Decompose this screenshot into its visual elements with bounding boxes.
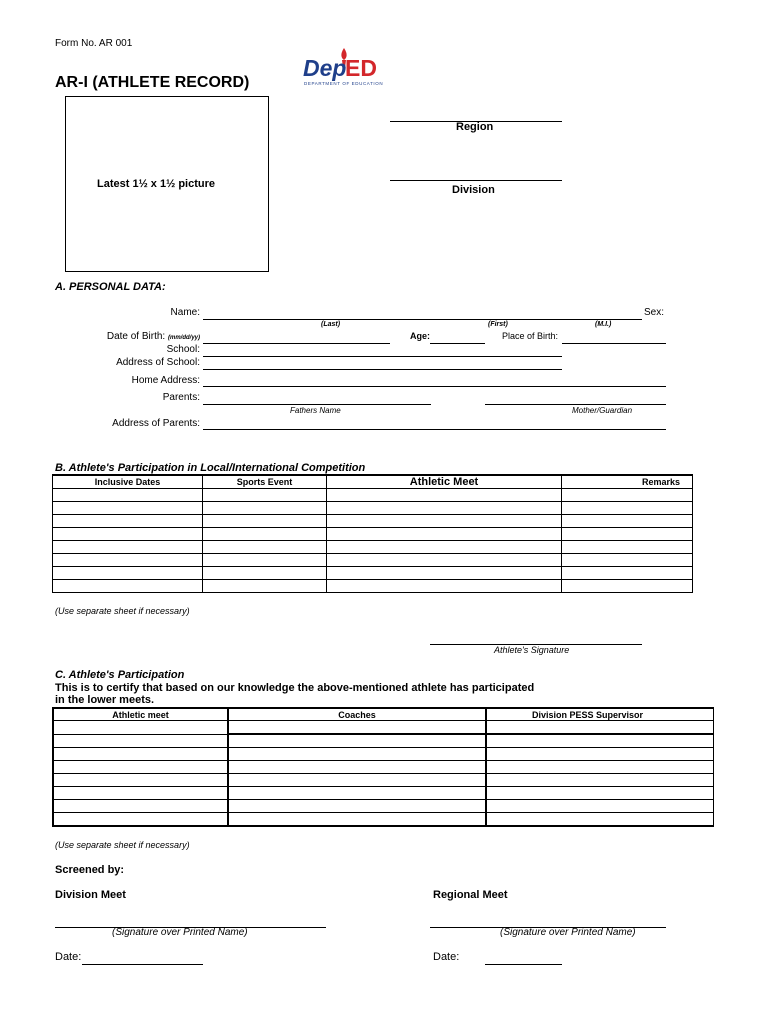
division-line[interactable] <box>390 180 562 181</box>
table-row[interactable] <box>53 787 713 800</box>
table-row[interactable] <box>53 528 693 541</box>
dob-label <box>107 331 200 342</box>
section-b-title: B. Athlete's Participation in Local/International Competition <box>55 462 366 474</box>
school-address-label: Address of School: <box>116 357 200 368</box>
sex-label: Sex: <box>644 307 665 318</box>
first-name-caption: (First) <box>488 321 508 328</box>
header-athletic-meet: Athletic Meet <box>327 475 562 489</box>
certification-line-2: in the lower meets. <box>55 694 155 706</box>
age-field[interactable] <box>430 343 485 344</box>
participation-table-wrap <box>52 707 668 841</box>
table-row[interactable] <box>53 761 713 774</box>
name-field[interactable] <box>203 319 642 320</box>
regional-signature-caption: (Signature over Printed Name) <box>500 927 636 938</box>
table-row[interactable] <box>53 800 713 813</box>
header-sports-event: Sports Event <box>203 475 327 489</box>
competition-table <box>52 474 693 593</box>
regional-meet-label: Regional Meet <box>433 889 508 901</box>
pob-field[interactable] <box>562 343 666 344</box>
parents-address-label: Address of Parents: <box>112 418 200 429</box>
table-row[interactable] <box>53 774 713 787</box>
mother-guardian-caption: Mother/Guardian <box>572 406 633 415</box>
section-c-title: C. Athlete's Participation <box>55 669 185 681</box>
pob-label: Place of Birth: <box>502 331 559 341</box>
picture-label: Latest 1½ x 1½ picture <box>97 178 215 190</box>
dob-format: (mm/dd/yy) <box>167 335 200 341</box>
division-date-label: Date: <box>55 951 82 963</box>
mother-name-field[interactable] <box>485 404 666 405</box>
dob-label-text: Date of Birth: <box>106 331 166 342</box>
table-row[interactable] <box>53 813 713 827</box>
school-address-field[interactable] <box>203 369 562 370</box>
section-b-note: (Use separate sheet if necessary) <box>55 606 190 616</box>
header-coaches: Coaches <box>228 708 486 721</box>
section-c-note: (Use separate sheet if necessary) <box>55 840 190 850</box>
section-a-title: A. PERSONAL DATA: <box>55 281 166 293</box>
table-row[interactable] <box>53 748 713 761</box>
age-label: Age: <box>410 331 430 341</box>
dob-field[interactable] <box>203 343 390 344</box>
athlete-signature-label: Athlete's Signature <box>494 645 570 655</box>
header-remarks: Remarks <box>562 475 693 489</box>
parents-address-field[interactable] <box>203 429 666 430</box>
deped-logo <box>303 46 393 90</box>
table-row[interactable] <box>53 734 713 748</box>
fathers-name-caption: Fathers Name <box>290 406 341 415</box>
participation-table <box>52 707 714 827</box>
table-row[interactable] <box>53 567 693 580</box>
competition-table-wrap <box>52 474 680 608</box>
table-row[interactable] <box>53 515 693 528</box>
division-date-field[interactable] <box>82 964 203 965</box>
division-meet-label: Division Meet <box>55 889 126 901</box>
logo-text-ed: ED <box>345 55 377 81</box>
region-label: Region <box>456 121 494 133</box>
last-name-caption: (Last) <box>321 321 341 328</box>
mi-caption: (M.I.) <box>595 321 612 328</box>
table-row[interactable] <box>53 502 693 515</box>
division-signature-caption: (Signature over Printed Name) <box>112 927 248 938</box>
school-label: School: <box>166 344 200 355</box>
table-row[interactable] <box>53 554 693 567</box>
home-address-label: Home Address: <box>131 375 200 386</box>
school-field[interactable] <box>203 356 562 357</box>
header-division-pess-supervisor: Division PESS Supervisor <box>486 708 713 721</box>
division-label: Division <box>452 184 495 196</box>
table-row[interactable] <box>53 489 693 502</box>
regional-date-field[interactable] <box>485 964 562 965</box>
parents-label: Parents: <box>162 392 200 403</box>
table-row[interactable] <box>53 541 693 554</box>
table-row[interactable] <box>53 580 693 593</box>
logo-text-dep: Dep <box>303 55 347 81</box>
screened-by-title: Screened by: <box>55 864 125 876</box>
logo-tagline: DEPARTMENT OF EDUCATION <box>304 81 384 86</box>
father-name-field[interactable] <box>203 404 431 405</box>
table-row[interactable] <box>53 721 713 735</box>
page-title: AR-I (ATHLETE RECORD) <box>55 74 250 91</box>
form-number: Form No. AR 001 <box>55 38 133 49</box>
header-athletic-meet-c: Athletic meet <box>53 708 228 721</box>
certification-line-1: This is to certify that based on our knowledge the above-mentioned athlete has participated <box>55 682 535 694</box>
name-label: Name: <box>170 307 200 318</box>
home-address-field[interactable] <box>203 386 666 387</box>
header-inclusive-dates: Inclusive Dates <box>53 475 203 489</box>
regional-date-label: Date: <box>433 951 460 963</box>
